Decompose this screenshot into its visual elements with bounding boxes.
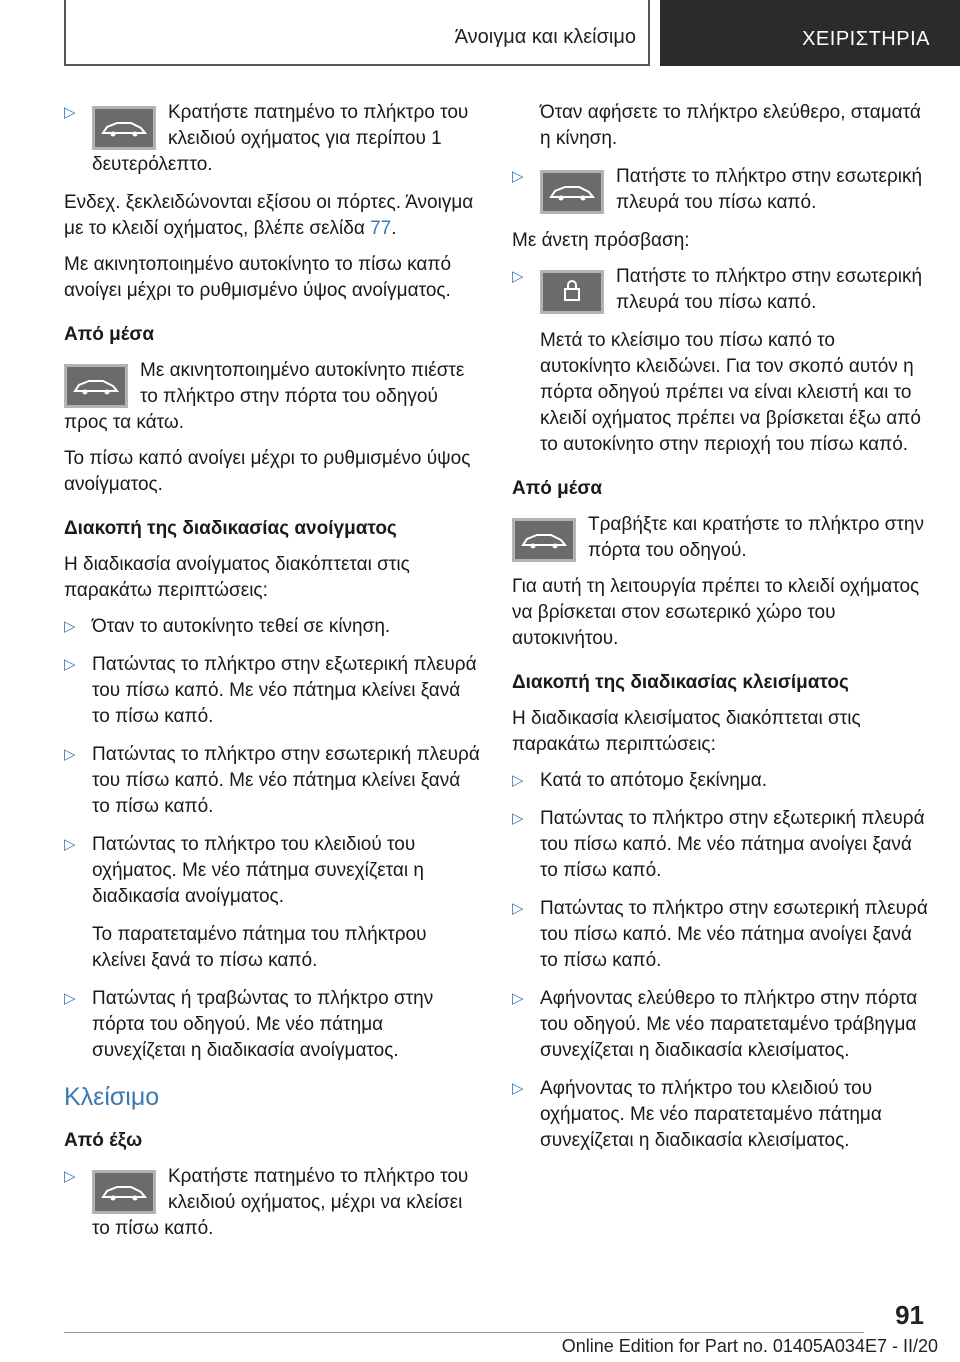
list-item bbox=[512, 986, 928, 1064]
paragraph: Η διαδικασία ανοίγματος διακόπτεται στις παρακάτω περιπτώσεις: bbox=[64, 554, 410, 601]
list-item-text: Πατώντας ή τραβώντας το πλήκτρο στην πόρτα του οδηγού. Με νέο πάτημα συνεχίζεται η διαδικασία ανοίγματος. bbox=[92, 988, 434, 1061]
lock-key-icon bbox=[540, 270, 604, 314]
header-section-title: Άνοιγμα και κλείσιμο bbox=[454, 26, 636, 48]
list-item-text: Όταν το αυτοκίνητο τεθεί σε κίνηση. bbox=[92, 616, 391, 637]
bullet-triangle-icon: ▷ bbox=[512, 168, 524, 185]
paragraph-text: . bbox=[391, 218, 397, 239]
paragraph bbox=[64, 190, 480, 242]
list-item bbox=[512, 1076, 928, 1154]
paragraph bbox=[512, 512, 928, 564]
bullet-triangle-icon: ▷ bbox=[64, 836, 76, 853]
list-item-text: Πατήστε το πλήκτρο στην εσωτερική πλευρά του πίσω καπό. bbox=[616, 266, 923, 313]
left-column bbox=[64, 100, 480, 1254]
list-item bbox=[64, 742, 480, 820]
paragraph: Με άνετη πρόσβαση: bbox=[512, 230, 690, 251]
paragraph: Για αυτή τη λειτουργία πρέπει το κλειδί οχήματος να βρίσκεται στον εσωτερικό χώρο του αυτοκινήτου. bbox=[512, 576, 920, 649]
list-item-text: Κρατήστε πατημένο το πλήκτρο του κλειδιού οχήματος, μέχρι να κλείσει το πίσω καπό. bbox=[92, 1166, 469, 1239]
list-item-text: Αφήνοντας το πλήκτρο του κλειδιού του οχήματος. Με νέο παρατεταμένο πάτημα συνεχίζεται η διαδικασία κλεισίματος. bbox=[540, 1078, 882, 1151]
list-item-text: Κρατήστε πατημένο το πλήκτρο του κλειδιού οχήματος για περίπου 1 δευτερόλεπτο. bbox=[92, 102, 469, 175]
tailgate-key-icon bbox=[540, 170, 604, 214]
subheading: Από μέσα bbox=[64, 324, 155, 345]
tailgate-key-icon bbox=[512, 518, 576, 562]
bullet-triangle-icon: ▷ bbox=[64, 1168, 76, 1185]
bullet-triangle-icon: ▷ bbox=[512, 772, 524, 789]
list-item-text: Πατώντας το πλήκτρο στην εξωτερική πλευρά του πίσω καπό. Με νέο πάτημα κλείνει ξανά το πίσω καπό. bbox=[92, 654, 477, 727]
bullet-triangle-icon: ▷ bbox=[64, 618, 76, 635]
bullet-triangle-icon: ▷ bbox=[512, 1080, 524, 1097]
tailgate-key-icon bbox=[92, 106, 156, 150]
bullet-triangle-icon: ▷ bbox=[512, 990, 524, 1007]
subheading: Διακοπή της διαδικασίας ανοίγματος bbox=[64, 518, 397, 539]
indented-note: Μετά το κλείσιμο του πίσω καπό το αυτοκίνητο κλειδώνει. Για τον σκοπό αυτόν η πόρτα οδηγού πρέπει να είναι κλειστή και το κλειδί οχήματος πρέπει να βρίσκεται έξω από το αυτοκίνητο στην περιοχή του πίσω καπό. bbox=[540, 330, 921, 455]
bullet-triangle-icon: ▷ bbox=[512, 810, 524, 827]
footer-divider bbox=[64, 1332, 864, 1333]
indented-note: Το παρατεταμένο πάτημα του πλήκτρου κλείνει ξανά το πίσω καπό. bbox=[92, 924, 427, 971]
paragraph bbox=[64, 358, 480, 436]
list-item bbox=[64, 100, 480, 178]
section-heading: Κλείσιμο bbox=[64, 1083, 160, 1111]
bullet-triangle-icon: ▷ bbox=[64, 746, 76, 763]
page-number: 91 bbox=[895, 1300, 924, 1330]
list-item bbox=[64, 652, 480, 730]
header-section-box bbox=[64, 0, 650, 66]
header-chapter-box bbox=[660, 0, 960, 66]
list-item bbox=[512, 264, 928, 316]
right-column bbox=[512, 100, 928, 1166]
list-item-text: Πατήστε το πλήκτρο στην εσωτερική πλευρά του πίσω καπό. bbox=[616, 166, 923, 213]
list-item-text: Αφήνοντας ελεύθερο το πλήκτρο στην πόρτα του οδηγού. Με νέο παρατεταμένο τράβηγμα συνεχίζεται η διαδικασία κλεισίματος. bbox=[540, 988, 918, 1061]
indented-note: Όταν αφήσετε το πλήκτρο ελεύθερο, σταματά η κίνηση. bbox=[540, 102, 921, 149]
page-header bbox=[0, 0, 960, 66]
subheading: Από μέσα bbox=[512, 478, 603, 499]
list-item-text: Πατώντας το πλήκτρο στην εσωτερική πλευρά του πίσω καπό. Με νέο πάτημα ανοίγει ξανά το πίσω καπό. bbox=[540, 898, 928, 971]
paragraph: Το πίσω καπό ανοίγει μέχρι το ρυθμισμένο ύψος ανοίγματος. bbox=[64, 448, 471, 495]
list-item bbox=[512, 164, 928, 216]
list-item-text: Κατά το απότομο ξεκίνημα. bbox=[540, 770, 767, 791]
page-link[interactable]: 77 bbox=[370, 218, 392, 239]
bullet-triangle-icon: ▷ bbox=[512, 900, 524, 917]
paragraph-text: Με ακινητοποιημένο αυτοκίνητο πιέστε το πλήκτρο στην πόρτα του οδηγού προς τα κάτω. bbox=[64, 360, 465, 433]
list-item bbox=[64, 614, 480, 640]
tailgate-key-icon bbox=[64, 364, 128, 408]
list-item bbox=[512, 768, 928, 794]
bullet-triangle-icon: ▷ bbox=[64, 104, 76, 121]
list-item bbox=[64, 986, 480, 1064]
footer-edition: Online Edition for Part no. 01405A034E7 - II/20 bbox=[561, 1336, 938, 1356]
bullet-triangle-icon: ▷ bbox=[64, 656, 76, 673]
bullet-triangle-icon: ▷ bbox=[64, 990, 76, 1007]
paragraph-text: Τραβήξτε και κρατήστε το πλήκτρο στην πόρτα του οδηγού. bbox=[588, 514, 924, 561]
paragraph: Με ακινητοποιημένο αυτοκίνητο το πίσω καπό ανοίγει μέχρι το ρυθμισμένο ύψος ανοίγματος. bbox=[64, 254, 452, 301]
paragraph-text: Ενδεχ. ξεκλειδώνονται εξίσου οι πόρτες. Άνοιγμα με το κλειδί οχήματος, βλέπε σελίδα bbox=[64, 192, 474, 239]
header-chapter-title: ΧΕΙΡΙΣΤΗΡΙΑ bbox=[802, 28, 930, 50]
subheading: Διακοπή της διαδικασίας κλεισίματος bbox=[512, 672, 849, 693]
list-item-text: Πατώντας το πλήκτρο στην εσωτερική πλευρά του πίσω καπό. Με νέο πάτημα κλείνει ξανά το πίσω καπό. bbox=[92, 744, 480, 817]
tailgate-key-icon bbox=[92, 1170, 156, 1214]
list-item-text: Πατώντας το πλήκτρο στην εξωτερική πλευρά του πίσω καπό. Με νέο πάτημα ανοίγει ξανά το πίσω καπό. bbox=[540, 808, 925, 881]
list-item bbox=[64, 832, 480, 910]
list-item bbox=[512, 806, 928, 884]
paragraph: Η διαδικασία κλεισίματος διακόπτεται στις παρακάτω περιπτώσεις: bbox=[512, 708, 861, 755]
bullet-triangle-icon: ▷ bbox=[512, 268, 524, 285]
list-item bbox=[64, 1164, 480, 1242]
list-item bbox=[512, 896, 928, 974]
subheading: Από έξω bbox=[64, 1130, 143, 1151]
list-item-text: Πατώντας το πλήκτρο του κλειδιού του οχήματος. Με νέο πάτημα συνεχίζεται η διαδικασία ανοίγματος. bbox=[92, 834, 424, 907]
